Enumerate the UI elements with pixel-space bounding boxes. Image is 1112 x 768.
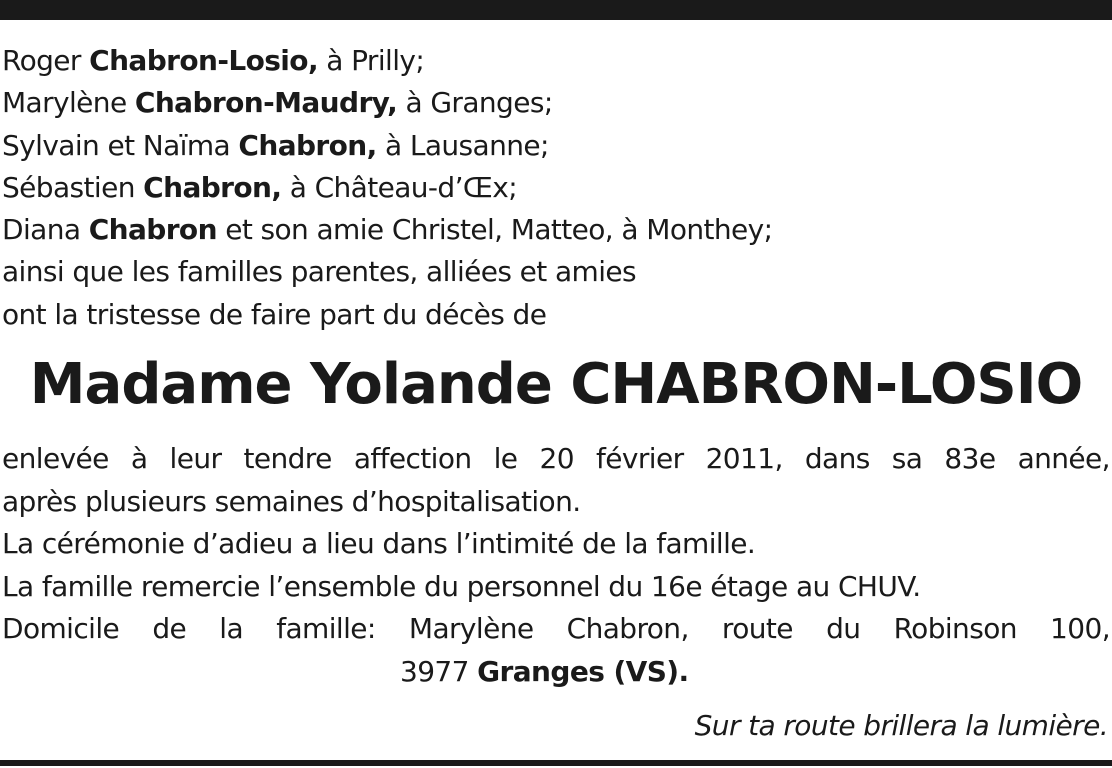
word: février [596, 442, 684, 475]
family-member [2, 125, 1110, 167]
given-name: Sébastien [2, 170, 144, 204]
family-member [2, 40, 1110, 82]
given-name: Roger [2, 44, 90, 77]
family-member [2, 209, 1110, 251]
word: enlevée [2, 442, 109, 475]
postal-code: 3977 [400, 654, 478, 688]
word: Domicile [2, 612, 120, 645]
top-rule [0, 0, 1112, 20]
word: année, [1017, 442, 1110, 475]
intro-line: ont la tristesse de faire part du décès de [2, 297, 547, 331]
word: famille: [276, 612, 376, 645]
given-name: Marylène [2, 86, 135, 120]
residence: à Château-d’Œx; [281, 170, 518, 204]
details-block [2, 438, 1110, 693]
given-name: Diana [2, 213, 89, 247]
surname: Chabron, [238, 128, 377, 162]
word: Robinson [893, 612, 1017, 645]
surname: Chabron-Maudry, [134, 86, 398, 120]
details-line-1 [2, 438, 1110, 481]
family-list [2, 40, 1110, 336]
word: dans [804, 442, 870, 475]
word: Marylène [408, 612, 534, 645]
details-line-3: La cérémonie d’adieu a lieu dans l’intimité de la famille. [2, 527, 756, 560]
details-line-4: La famille remercie l’ensemble du personnel du 16e étage au CHUV. [2, 569, 921, 603]
address-line [2, 651, 1110, 694]
residence: à Lausanne; [376, 128, 549, 162]
details-line-5 [2, 608, 1110, 651]
address-town: Granges (VS). [477, 654, 689, 688]
intro-line: ainsi que les familles parentes, alliées et amies [2, 255, 637, 289]
family-member [2, 167, 1110, 209]
given-name: Sylvain et Naïma [2, 128, 239, 162]
surname: Chabron-Losio, [89, 44, 318, 77]
word: sa [891, 442, 923, 475]
word: 2011, [705, 442, 783, 475]
word: 83e [944, 442, 996, 475]
word: leur [169, 442, 222, 475]
surname: Chabron, [143, 170, 282, 204]
motto: Sur ta route brillera la lumière. [694, 709, 1108, 742]
deceased-name: Madame Yolande CHABRON-LOSIO [29, 352, 1083, 417]
surname: Chabron [88, 213, 217, 247]
word: tendre [243, 442, 332, 475]
word: du [826, 612, 861, 645]
word: route [721, 612, 793, 645]
word: 100, [1050, 612, 1110, 645]
bottom-rule [0, 760, 1112, 766]
word: affection [353, 442, 472, 475]
details-line-2: après plusieurs semaines d’hospitalisation. [2, 484, 581, 518]
family-member [2, 82, 1110, 124]
residence: à Granges; [397, 86, 553, 120]
word: de [152, 612, 187, 645]
word: le [493, 442, 518, 475]
residence: et son amie Christel, Matteo, à Monthey; [216, 213, 773, 247]
word: à [130, 442, 148, 475]
word: Chabron, [566, 612, 689, 645]
residence: à Prilly; [317, 44, 425, 77]
word: 20 [539, 442, 574, 475]
word: la [219, 612, 244, 645]
